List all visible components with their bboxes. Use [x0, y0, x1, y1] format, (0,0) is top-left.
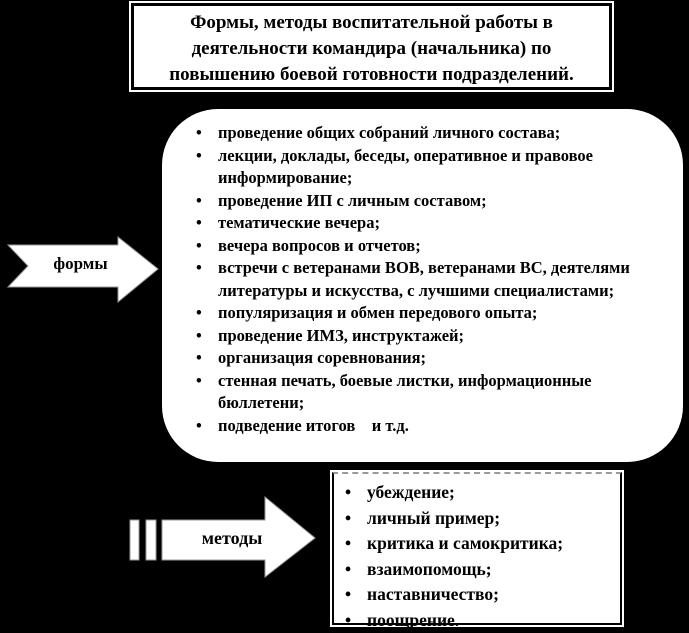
forms-arrow — [0, 230, 165, 310]
methods-list-item: • критика и самокритика; — [334, 531, 616, 557]
methods-arrow-label: методы — [177, 526, 287, 550]
forms-list-item: • встречи с ветеранами ВОВ, ветеранами ВС, деятелями литературы и искусства, с лучшими специалистами; — [162, 257, 667, 302]
forms-list-item: • проведение общих собраний личного состава; — [162, 122, 667, 145]
forms-list-item: • проведение ИП с личным составом; — [162, 190, 667, 213]
forms-list-item: • организация соревнования; — [162, 347, 667, 370]
forms-list-item: • тематические вечера; — [162, 212, 667, 235]
forms-list-item: • популяризация и обмен передового опыта; — [162, 302, 667, 325]
methods-list-item: • взаимопомощь; — [334, 557, 616, 583]
forms-list-item: • подведение итогов и т.д. — [162, 415, 667, 438]
title-box — [131, 3, 612, 90]
forms-panel — [162, 109, 683, 462]
forms-list-item: • лекции, доклады, беседы, оперативное и правовое информирование; — [162, 145, 667, 190]
forms-list-item: • стенная печать, боевые листки, информационные бюллетени; — [162, 370, 667, 415]
forms-list-item: • проведение ИМЗ, инструктажей; — [162, 325, 667, 348]
methods-list-item: • личный пример; — [334, 506, 616, 532]
methods-panel — [332, 472, 622, 625]
forms-arrow-label: формы — [28, 252, 133, 276]
title-text: Формы, методы воспитательной работы в деятельности командира (начальника) по повышению боевой готовности подразделений. — [142, 10, 601, 88]
methods-arrow — [125, 490, 320, 585]
methods-list-item: • убеждение; — [334, 480, 616, 506]
methods-list-item: • наставничество; — [334, 582, 616, 608]
forms-list-item: • вечера вопросов и отчетов; — [162, 235, 667, 258]
forms-list — [162, 109, 683, 437]
methods-list-item: • поощрение. — [334, 608, 616, 633]
methods-list — [334, 474, 620, 633]
